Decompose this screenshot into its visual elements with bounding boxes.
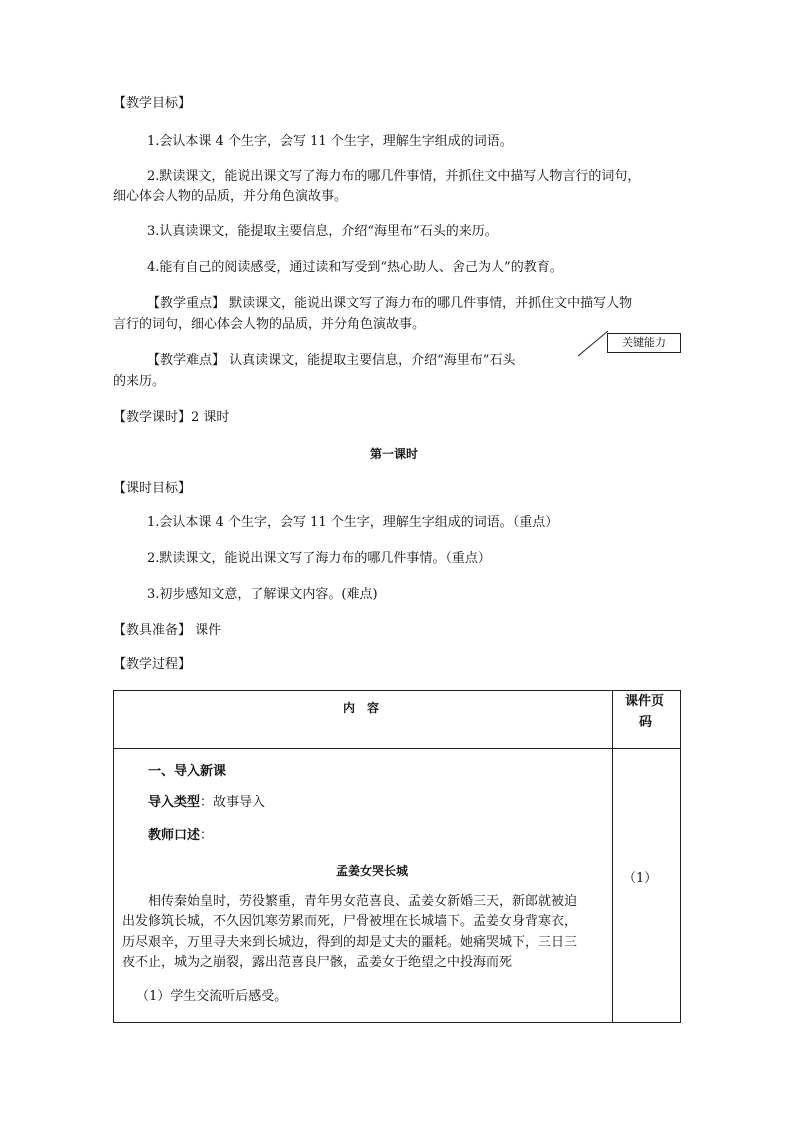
- objective-item-1: 1.会认本课 4 个生字，会写 11 个生字，理解生字组成的词语。: [147, 134, 513, 149]
- story-line-3: 历尽艰辛，万里寻夫来到长城边，得到的却是丈夫的噩耗。她痛哭城下，三日三: [122, 935, 578, 950]
- objective-item-2: 2.默读课文，能说出课文写了海力布的哪几件事情，并抓住文中描写人物言行的词句，: [147, 169, 641, 184]
- header-page-cell: [613, 691, 681, 749]
- objective-item-2-cont: 细心体会人物的品质，并分角色演故事。: [113, 189, 348, 204]
- difficulty-label: 【教学难点】: [147, 353, 226, 368]
- teacher-line: [148, 828, 213, 844]
- objective-item-3: 3.认真读课文，能提取主要信息，介绍“海里布”石头的来历。: [147, 224, 498, 239]
- difficulty-text: 认真读课文，能提取主要信息，介绍“海里布”石头: [225, 353, 516, 368]
- intro-type-value: ：故事导入: [200, 795, 266, 810]
- key-point-line2: 言行的词句，细心体会人物的品质，并分角色演故事。: [113, 317, 426, 332]
- story-line-4: 夜不止，城为之崩裂，露出范喜良尸骸，孟姜女于绝望之中投海而死: [122, 955, 513, 970]
- materials-line: [113, 623, 221, 639]
- intro-type-label: 导入类型: [148, 795, 201, 810]
- difficulty-line2: 的来历。: [113, 374, 166, 389]
- objectives-heading: 【教学目标】: [113, 96, 192, 111]
- difficulty-line1: [147, 353, 515, 369]
- lesson-objective-1: 1.会认本课 4 个生字，会写 11 个生字，理解生字组成的词语。（重点）: [147, 515, 559, 530]
- key-point-text: 默读课文，能说出课文写了海力布的哪几件事情，并抓住文中描写人物: [225, 296, 633, 311]
- header-page-2: 码: [639, 715, 653, 730]
- materials-label: 【教具准备】: [113, 623, 192, 638]
- objective-item-4: 4.能有自己的阅读感受，通过读和写受到“热心助人、舍己为人”的教育。: [147, 260, 563, 275]
- lesson-objective-2: 2.默读课文，能说出课文写了海力布的哪几件事情。（重点）: [147, 551, 491, 566]
- story-line-1: 相传秦始皇时，劳役繁重，青年男女范喜良、孟姜女新婚三天，新郎就被迫: [148, 894, 578, 909]
- header-page-1: 课件页: [625, 694, 665, 709]
- callout-leader-line: [576, 328, 610, 358]
- teacher-colon: ：: [200, 828, 214, 843]
- intro-heading: 一、导入新课: [148, 764, 227, 779]
- intro-type-line: [148, 795, 265, 811]
- lesson-objectives-heading: 【课时目标】: [113, 481, 192, 496]
- page-ref-cell: [613, 749, 681, 1023]
- section-title: 第一课时: [370, 447, 419, 461]
- table-row: [114, 749, 681, 1023]
- discussion-line: （1）学生交流听后感受。: [136, 989, 288, 1004]
- callout-key-ability: 关键能力: [607, 333, 681, 353]
- content-cell: [114, 749, 613, 1023]
- process-table: [113, 690, 681, 1023]
- lesson-objective-3: 3.初步感知文意，了解课文内容。(难点): [147, 587, 378, 602]
- table-header-row: [114, 691, 681, 749]
- materials-value: 课件: [191, 623, 222, 638]
- key-point-line1: [147, 296, 632, 312]
- header-content-cell: [114, 691, 613, 749]
- periods-line: [113, 410, 229, 426]
- key-point-label: 【教学重点】: [147, 296, 226, 311]
- teacher-label: 教师口述: [148, 828, 201, 843]
- process-heading: 【教学过程】: [113, 657, 192, 672]
- header-content: 内 容: [343, 701, 380, 715]
- page-ref: （1）: [623, 871, 658, 886]
- story-line-2: 出发修筑长城，不久因饥寒劳累而死，尸骨被埋在长城墙下。孟姜女身背寒衣，: [122, 914, 578, 929]
- periods-value: 2 课时: [191, 410, 230, 425]
- story-title: 孟姜女哭长城: [336, 864, 409, 878]
- periods-label: 【教学课时】: [113, 410, 192, 425]
